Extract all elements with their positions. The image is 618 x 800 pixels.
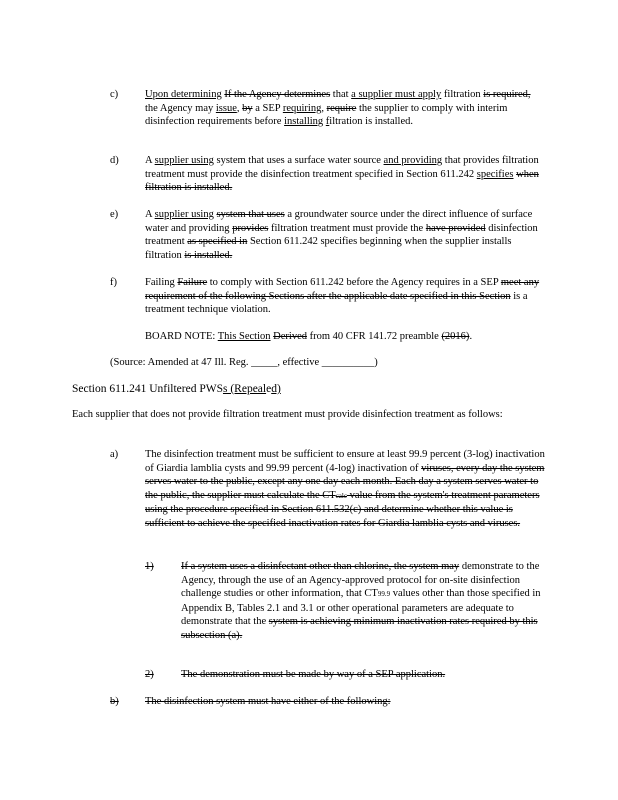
item-a-text [145, 448, 545, 531]
text-run: calc [335, 491, 347, 500]
text-run: is required, [483, 89, 531, 100]
text-run: The disinfection system must have either of the following: [145, 696, 391, 707]
item-a2-label: 2) [145, 669, 154, 680]
section-heading [72, 383, 281, 397]
item-f-text [145, 276, 545, 317]
item-e-label: e) [110, 209, 119, 220]
text-run: specifies [476, 168, 514, 180]
source-note: (Source: Amended at 47 Ill. Reg. _____, effective __________) [110, 357, 378, 368]
text-run: f [325, 116, 330, 128]
text-run: have provided [425, 222, 486, 234]
text-run: . [469, 331, 473, 342]
item-b-text [145, 695, 545, 709]
text-run: meet any requirement of the following Sections after the applicable date specified in this Section [145, 277, 540, 302]
text-run: filtration [441, 89, 484, 100]
item-a1-label: 1) [145, 561, 154, 572]
text-run: s (Repeal [222, 383, 267, 395]
intro-text: Each supplier that does not provide filtration treatment must provide disinfection treatment as follows: [72, 409, 503, 420]
text-run: requiring [282, 102, 322, 114]
item-a-label: a) [110, 449, 119, 460]
item-a2-text [181, 668, 545, 682]
text-run: the Agency may [145, 102, 216, 114]
text-run: as specified in [187, 236, 248, 248]
text-run: require [326, 102, 357, 114]
text-run: filtration treatment must provide the [268, 222, 426, 234]
text-run: is a treatment technique violation. [145, 290, 528, 316]
item-e-text [145, 208, 545, 262]
text-run: BOARD NOTE: [145, 331, 218, 342]
text-run: , [236, 102, 243, 114]
text-run: to comply with Section 611.242 before the Agency requires in a SEP [207, 277, 501, 288]
text-run: from 40 CFR 141.72 preamble [306, 331, 442, 342]
text-run: Upon determining [145, 89, 222, 100]
text-run: A [145, 155, 155, 166]
text-run: e [266, 383, 272, 395]
text-run: Failure [177, 277, 208, 288]
text-run: and providing [383, 155, 443, 166]
text-run: If the Agency determines [224, 89, 331, 100]
item-f-label: f) [110, 277, 117, 288]
item-d-text [145, 154, 545, 195]
text-run: (2016) [441, 331, 470, 342]
item-c-text [145, 88, 545, 129]
text-run: system that uses [216, 209, 285, 220]
text-run: supplier using [154, 155, 214, 166]
text-run: The disinfection treatment must be sufficient to ensure at least 99.9 percent (3-log) inactivation of Giardia lamblia cysts and 99.99 percent (4-log) inactivation of [145, 449, 545, 474]
text-run: The demonstration must be made by way of a SEP application. [181, 669, 446, 680]
text-run: is installed. [184, 249, 233, 261]
text-run: the supplier to comply with interim disinfection requirements before [145, 102, 508, 128]
text-run: system is achieving minimum inactivation rates required by this subsection (a). [181, 616, 538, 641]
board-note [145, 330, 545, 344]
text-run: that provides filtration treatment must provide the disinfection treatment specified in Section 611.242 [145, 155, 539, 180]
text-run: 99.9 [377, 590, 391, 599]
text-run: issue [215, 102, 237, 114]
text-run: iltration is installed. [329, 116, 413, 128]
text-run: This Section [217, 331, 271, 342]
text-run: demonstrate to the Agency, through the use of an Agency-approved protocol for on-site disinfection challenge studies or other information, that CT [181, 561, 540, 600]
text-run: Derived [273, 331, 307, 342]
text-run: values other than those specified in Appendix B, Tables 2.1 and 3.1 or other operational parameters are adequate to demonstrate that the [181, 588, 541, 628]
text-run: system that uses a surface water source [213, 155, 384, 166]
text-run: when filtration is installed. [145, 168, 539, 194]
text-run: viruses, every day the system serves water to the public, except any one day each month. Each day a system serves water to the public, the supplier must calculate the CT [145, 462, 545, 501]
text-run: installing [284, 116, 324, 128]
text-run: by [242, 102, 253, 114]
text-run: d) [271, 383, 281, 395]
item-c-label: c) [110, 89, 119, 100]
text-run: Section 611.242 specifies beginning when the supplier installs filtration [145, 236, 512, 261]
item-d-label: d) [110, 155, 119, 166]
text-run: a SEP [252, 102, 283, 114]
text-run: that [330, 89, 352, 100]
text-run: Section 611.241 Unfiltered PWS [72, 383, 223, 395]
text-run: If a system uses a disinfectant other than chlorine, the system may [181, 561, 460, 572]
item-b-label: b) [110, 696, 119, 707]
text-run: disinfection treatment [145, 222, 538, 248]
text-run: Failing [145, 277, 178, 288]
text-run: , [321, 102, 327, 114]
text-run: a supplier must apply [351, 89, 442, 100]
text-run: a groundwater source under the direct influence of surface water and providing [145, 209, 533, 234]
item-a1-text [181, 560, 545, 643]
text-run: supplier using [154, 209, 214, 220]
text-run: value from the system's treatment parameters using the procedure specified in Section 611.532(c) and determine whether this value is sufficient to achieve the specified inactivation rates for Giardia lamblia cysts and viruses. [145, 489, 540, 529]
text-run: A [145, 209, 155, 220]
text-run: provides [232, 222, 269, 234]
